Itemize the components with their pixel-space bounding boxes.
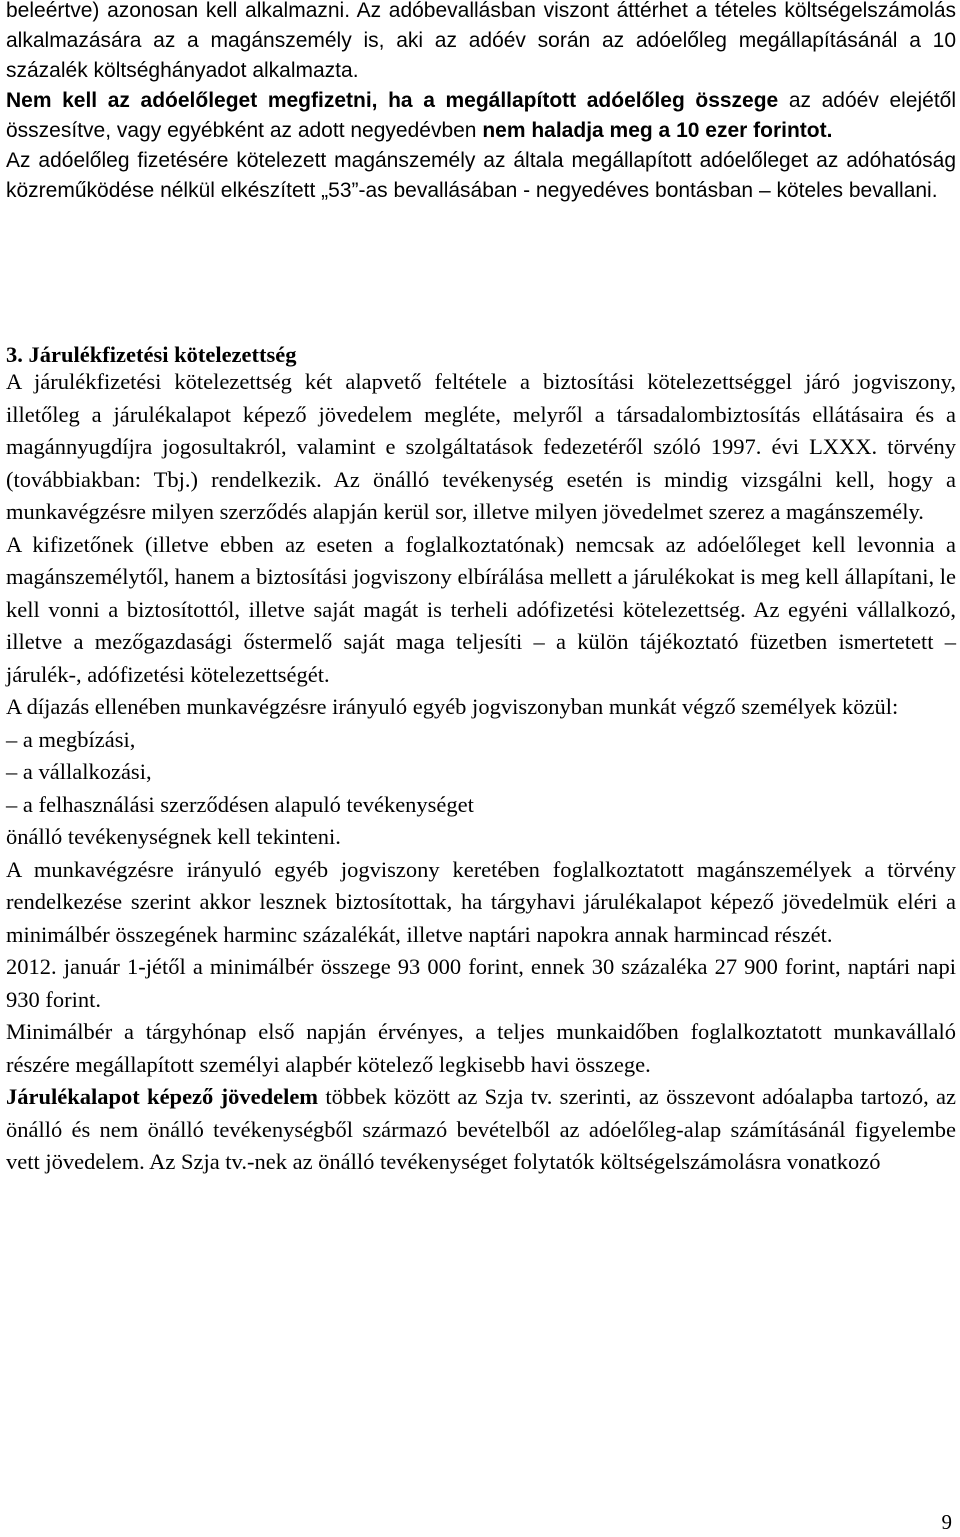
list-item: – a megbízási, — [6, 726, 136, 752]
paragraph-independent-activity: önálló tevékenységnek kell tekinteni. — [6, 824, 341, 849]
heading-text: 3. Járulékfizetési kötelezettség — [6, 342, 297, 367]
list-item: – a felhasználási szerződésen alapuló tevékenységet — [6, 791, 474, 817]
bold-contribution-base: Járulékalapot képező jövedelem — [6, 1084, 319, 1109]
paragraph-cost-ratio: beleértve) azonosan kell alkalmazni. Az adóbevallásban viszont áttérhet a tételes költségelszámolás alkalmazására az a magánszemély is, aki az adóév során az adóelőleg megállapításánál a 10 százalék költséghányadot alkalmazta. — [6, 0, 956, 82]
paragraph-minimum-wage-amount: 2012. január 1-jétől a minimálbér összege 93 000 forint, ennek 30 százaléka 27 900 forint, naptári napi 930 forint. — [6, 954, 956, 1012]
paragraph-insured-threshold: A munkavégzésre irányuló egyéb jogviszony keretében foglalkoztatott magánszemélyek a törvény rendelkezése szerint akkor lesznek biztosítottak, ha tárgyhavi járulékalapot képező jövedelmük eléri a minimálbér összegének harminc százalékát, illetve naptári napokra annak harmincad részét. — [6, 856, 956, 947]
paragraph-other-relations: A díjazás ellenében munkavégzésre irányuló egyéb jogviszonyban munkát végző személyek közül: — [6, 694, 899, 719]
text-contribution-base-rest: többek között az Szja tv. szerinti, az összevont adóalapba tartozó, az önálló és nem önálló tevékenységből származó bevételből az adóelőleg-alap számításánál figyelembe vett jövedelem. Az Szja tv.-nek az önálló tevékenységet folytatók költségelszámolásra vonatkozó — [6, 1084, 956, 1174]
paragraph-53-return: Az adóelőleg fizetésére kötelezett magánszemély az általa megállapított adóelőleget az adóhatóság közreműködése nélkül elkészített „53”-as bevallásában - negyedéves bontásban – köteles bevallani. — [6, 149, 956, 202]
paragraph-contribution-base — [6, 1081, 956, 1179]
paragraph-minimum-wage-definition: Minimálbér a tárgyhónap első napján érvényes, a teljes munkaidőben foglalkoztatott munkavállaló részére megállapított személyi alapbér kötelező legkisebb havi összege. — [6, 1019, 956, 1077]
bold-10k-threshold: nem haladja meg a 10 ezer forintot. — [482, 119, 833, 142]
paragraph-payer-duties: A kifizetőnek (illetve ebben az eseten a foglalkoztatónak) nemcsak az adóelőleget kell levonnia a magánszemélytől, hanem a biztosítási jogviszony elbírálása mellett a járulékokat is meg kell állapítani, le kell vonni a biztosítottól, illetve saját magát is terheli adófizetési kötelezettség. Az egyéni vállalkozó, illetve a mezőgazdasági őstermelő saját maga teljesíti – a külön tájékoztató füzetben ismertetett – járulék-, adófizetési kötelezettségét. — [6, 531, 956, 687]
text-no-payment-mid: az adóév elejétől összesítve, vagy egyébként az adott negyedévben — [6, 89, 956, 142]
section-contributions — [6, 366, 956, 1179]
paragraph-no-payment — [6, 86, 956, 146]
page-number: 9 — [941, 1510, 952, 1534]
paragraph-contribution-conditions: A járulékfizetési kötelezettség két alapvető feltétele a biztosítási kötelezettséggel járó jogviszony, illetőleg a járulékalapot képező jövedelem megléte, melyről a társadalombiztosítás ellátásaira és a magánnyugdíjra jogosultakról, valamint e szolgáltatások fedezetéről szóló 1997. évi LXXX. törvény (továbbiakban: Tbj.) rendelkezik. Az önálló tevékenység esetén is mindig vizsgálni kell, hogy a munkavégzésre milyen szerződés alapján kerül sor, illetve milyen jövedelmet szerez a magánszemély. — [6, 369, 956, 524]
bold-no-payment: Nem kell az adóelőleget megfizetni, ha a megállapított adóelőleg összege — [6, 89, 779, 112]
list-item: – a vállalkozási, — [6, 759, 152, 784]
section-taxadvance — [6, 0, 956, 206]
